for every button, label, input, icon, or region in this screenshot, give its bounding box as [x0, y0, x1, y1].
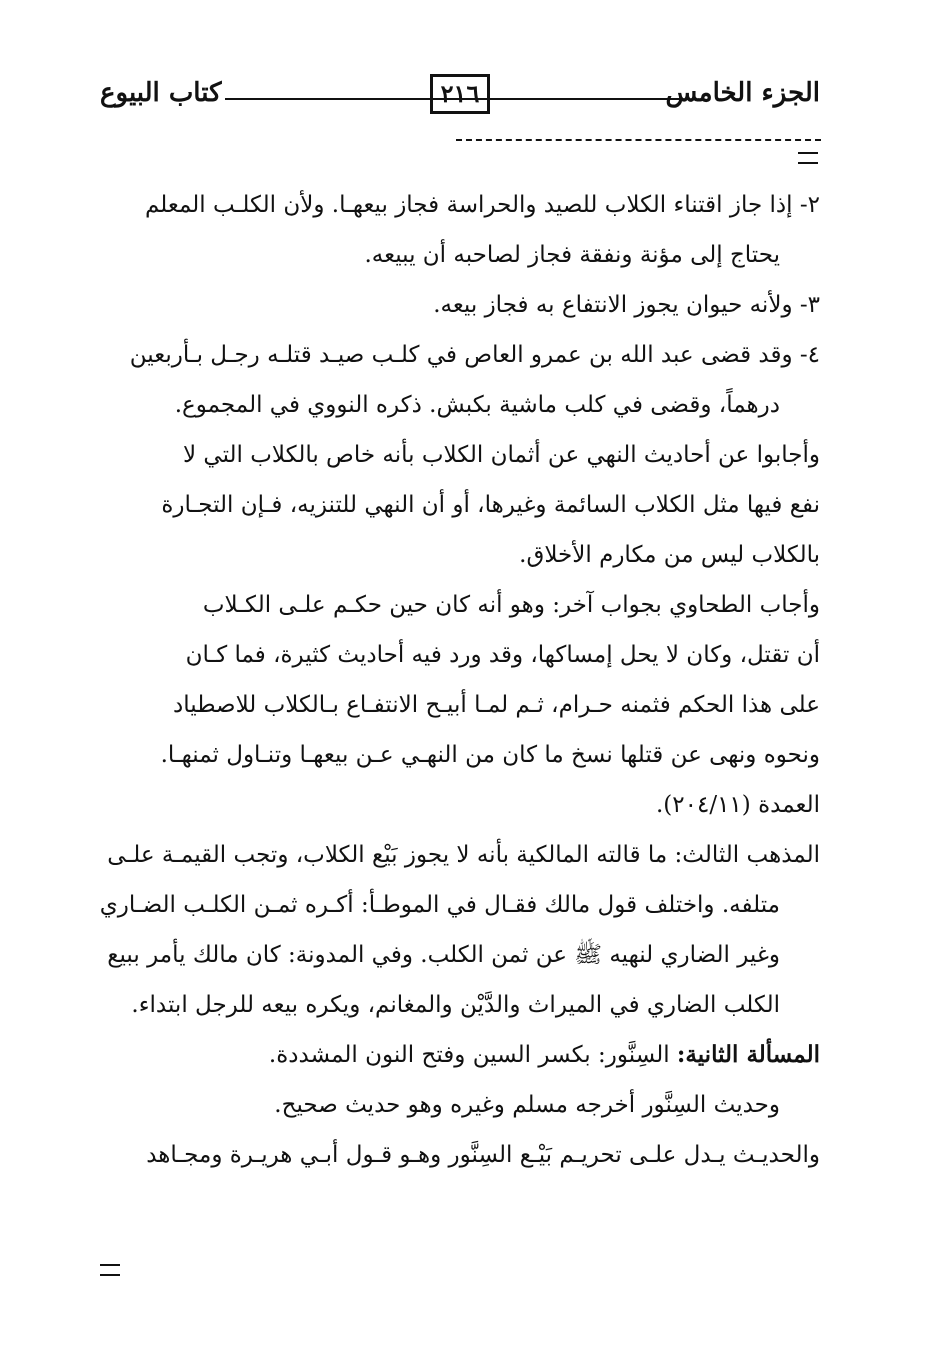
section-heading: المسألة الثانية: [676, 1041, 820, 1068]
header-rule-left [225, 98, 525, 100]
header-book-title: كتاب البيوع [100, 78, 222, 108]
text-line: أن تقتل، وكان لا يحل إمساكها، وقد ورد فيه أحاديث كثيرة، فما كـان [185, 642, 820, 668]
header-rule-right [502, 98, 682, 100]
text-line: نفع فيها مثل الكلاب السائمة وغيرها، أو أن النهي للتنزيه، فـإن التجـارة [161, 492, 820, 518]
section-heading-rest: السِنَّور: بكسر السين وفتح النون المشددة. [268, 1042, 670, 1068]
text-line: الكلب الضاري في الميراث والدَّيْن والمغانم، ويكره بيعه للرجل ابتداء. [131, 992, 780, 1018]
section-heading-line [105, 1030, 820, 1080]
text-line: ٢- إذا جاز اقتناء الكلاب للصيد والحراسة فجاز بيعهـا. ولأن الكلـب المعلم [144, 192, 820, 218]
text-line: وغير الضاري لنهيه ﷺ عن ثمن الكلب. وفي المدونة: كان مالك يأمر ببيع [107, 942, 780, 968]
header-dashed-rule [456, 139, 821, 141]
page-number: ٢١٦ [440, 79, 480, 108]
text-line: ونحوه ونهى عن قتلها نسخ ما كان من النهـي عـن بيعهـا وتنـاول ثمنهـا. [160, 742, 820, 768]
text-line: وحديث السِنَّور أخرجه مسلم وغيره وهو حديث صحيح. [274, 1092, 780, 1118]
text-line: والحديـث يـدل علـى تحريـم بَيْـع السِنَّور وهـو قـول أبـي هريـرة ومجـاهد [146, 1142, 820, 1168]
text-line: على هذا الحكم فثمنه حـرام، ثـم لمـا أبيـح الانتفـاع بـالكلاب للاصطياد [173, 692, 820, 718]
text-line: وأجاب الطحاوي بجواب آخر: وهو أنه كان حين حكـم علـى الكـلاب [202, 592, 820, 618]
text-line: العمدة (٢٠٤/١١). [655, 792, 820, 818]
continuation-mark-top [798, 152, 818, 164]
text-line: يحتاج إلى مؤنة ونفقة فجاز لصاحبه أن يبيعه. [364, 242, 780, 268]
header-part-title: الجزء الخامس [665, 78, 820, 108]
text-line: ٣- ولأنه حيوان يجوز الانتفاع به فجاز بيعه. [433, 292, 820, 318]
text-line: متلفه. واختلف قول مالك فقـال في الموطـأ: أكـره ثمـن الكلـب الضـاري [99, 892, 780, 918]
continuation-mark-bottom [100, 1264, 120, 1276]
text-line: ٤- وقد قضى عبد الله بن عمرو العاص في كلـب صيـد قتلـه رجـل بـأربعين [129, 342, 820, 368]
page-body [99, 180, 820, 1180]
text-line: المذهب الثالث: ما قالته المالكية بأنه لا يجوز بَيْع الكلاب، وتجب القيمـة علـى [107, 842, 820, 868]
page-number-box [430, 74, 490, 114]
text-line: درهماً، وقضى في كلب ماشية بكبش. ذكره النووي في المجموع. [174, 392, 780, 418]
page-header [100, 70, 820, 120]
text-line: بالكلاب ليس من مكارم الأخلاق. [519, 542, 820, 568]
text-line: وأجابوا عن أحاديث النهي عن أثمان الكلاب بأنه خاص بالكلاب التي لا [183, 442, 820, 468]
